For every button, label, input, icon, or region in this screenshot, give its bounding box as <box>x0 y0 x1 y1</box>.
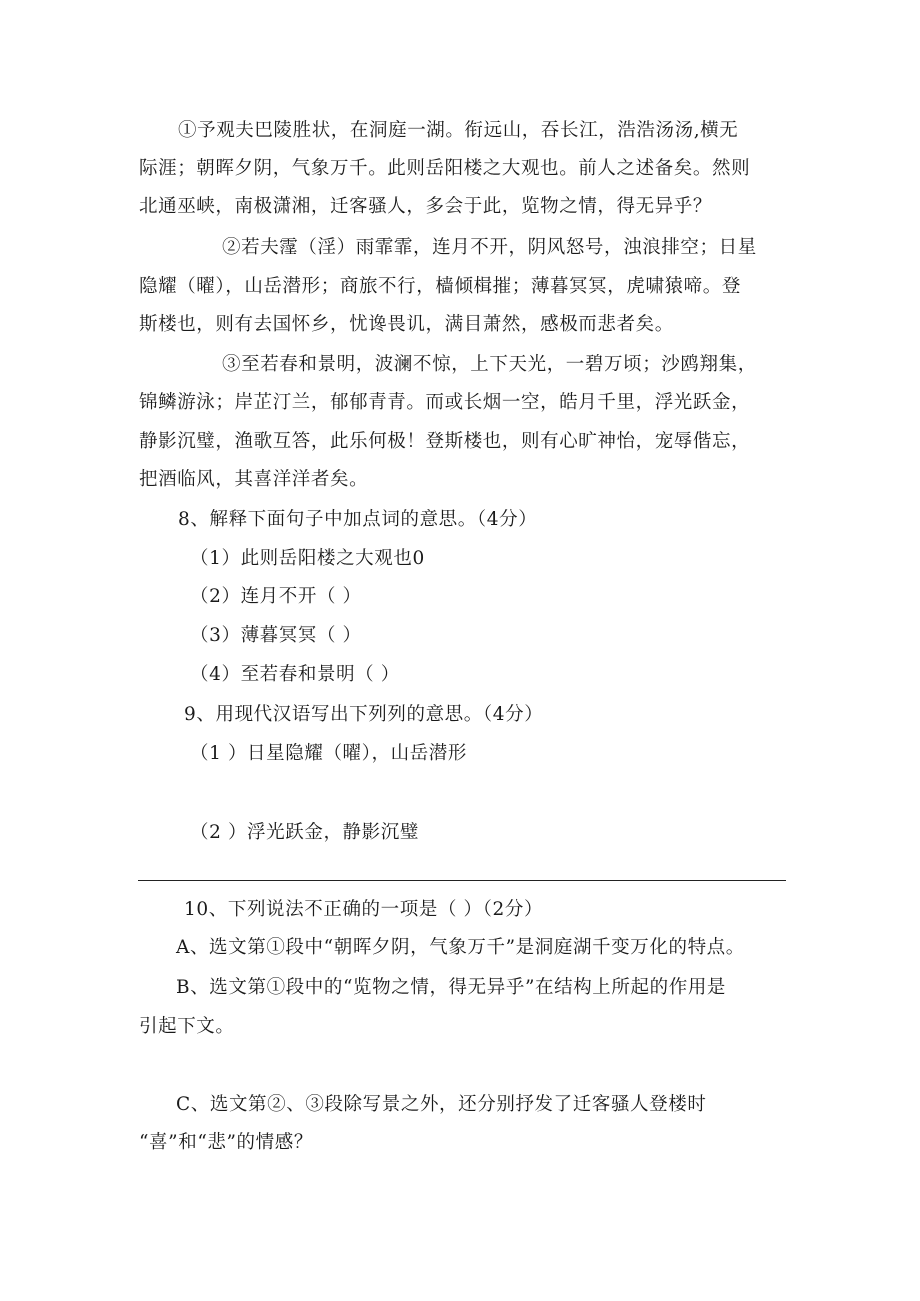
passage-p3-line-3: 静影沉璧，渔歌互答，此乐何极！登斯楼也，则有心旷神怡，宠辱偕忘， <box>139 431 751 452</box>
passage-p3-line-2: 锦鳞游泳；岸芷汀兰，郁郁青青。而或长烟一空，皓月千里，浮光跃金， <box>139 392 751 413</box>
q10-option-a: A、选文第①段中“朝晖夕阴，气象万千”是洞庭湖千变万化的特点。 <box>176 937 745 958</box>
q8-title: 8、解释下面句子中加点词的意思。（4分） <box>178 509 538 530</box>
q10-option-b-line-1: B、选文第①段中的“览物之情，得无异乎”在结构上所起的作用是 <box>176 977 727 998</box>
q8-item-3: （3）薄暮冥冥（ ） <box>190 625 362 646</box>
answer-divider-line <box>138 880 786 881</box>
passage-p3-line-1: ③至若春和景明，波澜不惊，上下天光，一碧万顷；沙鸥翔集， <box>222 354 757 375</box>
q8-item-1: （1）此则岳阳楼之大观也0 <box>190 548 425 569</box>
q10-title: 10、下列说法不正确的一项是（ ）（2分） <box>184 899 544 920</box>
passage-p1-line-1: ①予观夫巴陵胜状，在洞庭一湖。衔远山，吞长江，浩浩汤汤,横无 <box>178 120 739 141</box>
q9-title: 9、用现代汉语写出下列列的意思。（4分） <box>184 704 544 725</box>
q10-option-b-line-2: 引起下文。 <box>139 1016 235 1037</box>
passage-p3-line-4: 把酒临风，其喜洋洋者矣。 <box>139 469 369 490</box>
q9-item-1: （1 ）日星隐耀（曜），山岳潜形 <box>190 743 468 764</box>
q10-option-c-line-2: “喜”和“悲”的情感？ <box>139 1132 313 1153</box>
passage-p2-line-1: ②若夫霪（淫）雨霏霏，连月不开，阴风怒号，浊浪排空；日星 <box>222 237 757 258</box>
q8-item-4: （4）至若春和景明（ ） <box>190 664 400 685</box>
q10-option-c-line-1: C、选文第②、③段除写景之外，还分别抒发了迁客骚人登楼时 <box>176 1094 707 1115</box>
passage-p1-line-2: 际涯；朝晖夕阴，气象万千。此则岳阳楼之大观也。前人之述备矣。然则 <box>139 158 751 179</box>
passage-p1-line-3: 北通巫峡，南极潇湘，迁客骚人，多会于此，览物之情，得无异乎？ <box>139 196 713 217</box>
passage-p2-line-3: 斯楼也，则有去国怀乡，忧谗畏讥，满目萧然，感极而悲者矣。 <box>139 314 674 335</box>
q8-item-2: （2）连月不开（ ） <box>190 586 362 607</box>
passage-p2-line-2: 隐耀（曜），山岳潜形；商旅不行，樯倾楫摧；薄暮冥冥，虎啸猿啼。登 <box>139 276 741 297</box>
q9-item-2: （2 ）浮光跃金，静影沉璧 <box>190 822 419 843</box>
